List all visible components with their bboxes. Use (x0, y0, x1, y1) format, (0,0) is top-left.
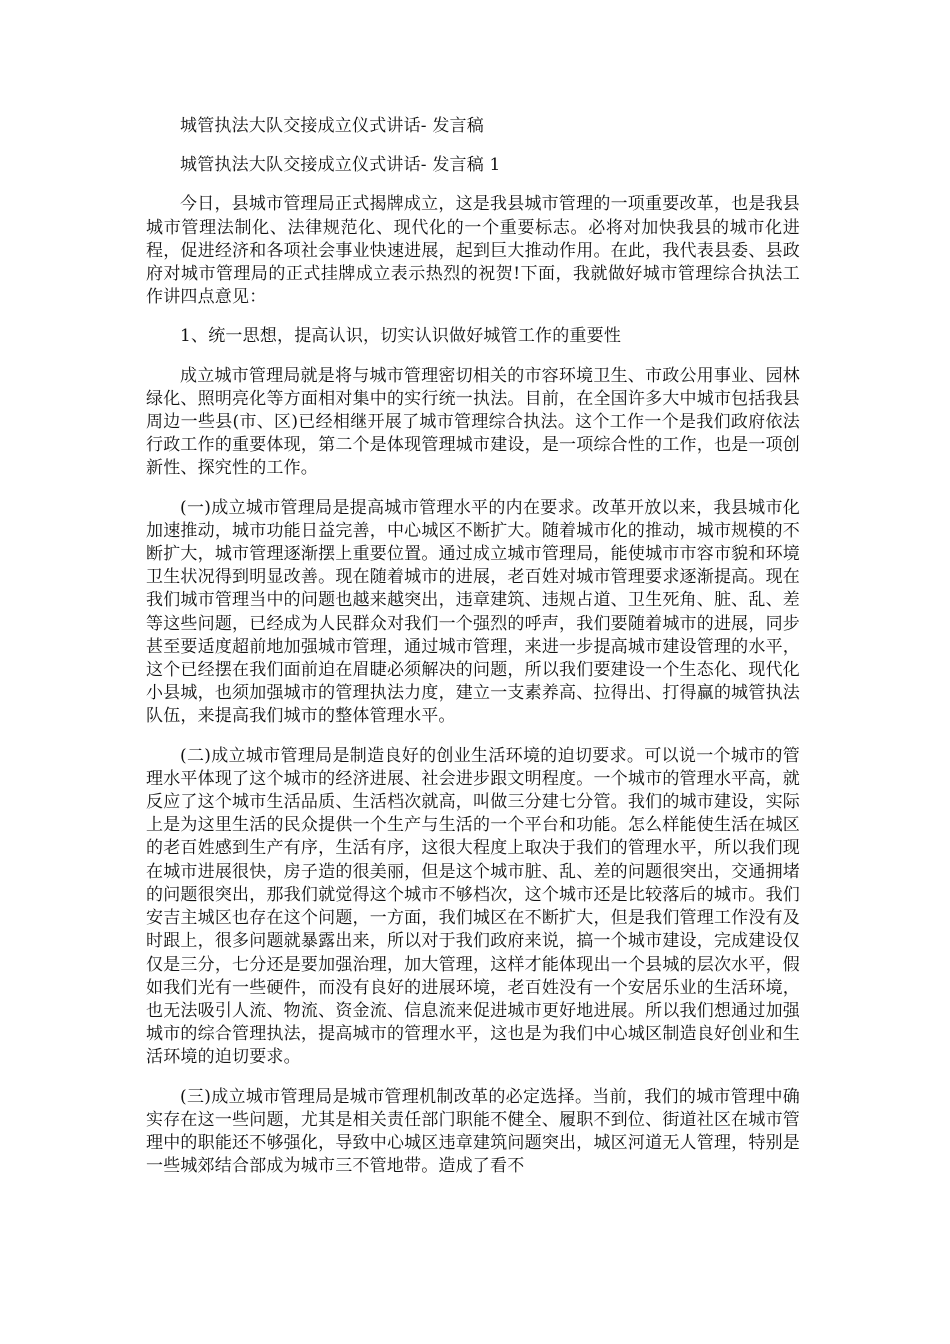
point-1-paragraph: (一)成立城市管理局是提高城市管理水平的内在要求。改革开放以来，我县城市化加速推动，城市功能日益完善，中心城区不断扩大。随着城市化的推动，城市规模的不断扩大，城市管理逐渐摆上重要位置。通过成立城市管理局，能使城市市容市貌和环境卫生状况得到明显改善。现在随着城市的进展，老百姓对城市管理要求逐渐提高。现在我们城市管理当中的问题也越来越突出，违章建筑、违规占道、卫生死角、脏、乱、差等这些问题，已经成为人民群众对我们一个强烈的呼声，我们要随着城市的进展，同步甚至要适度超前地加强城市管理，通过城市管理，来进一步提高城市建设管理的水平，这个已经摆在我们面前迫在眉睫必须解决的问题，所以我们要建设一个生态化、现代化小县城，也须加强城市的管理执法力度，建立一支素养高、拉得出、打得赢的城管执法队伍，来提高我们城市的整体管理水平。 (146, 497, 800, 727)
document-title: 城管执法大队交接成立仪式讲话- 发言稿 (180, 116, 484, 136)
document-body (146, 115, 800, 1194)
point-2-paragraph: (二)成立城市管理局是制造良好的创业生活环境的迫切要求。可以说一个城市的管理水平体现了这个城市的经济进展、社会进步跟文明程度。一个城市的管理水平高，就反应了这个城市生活品质、生活档次就高，叫做三分建七分管。我们的城市建设，实际上是为这里生活的民众提供一个生产与生活的一个平台和功能。怎么样能使生活在城区的老百姓感到生产有序，生活有序，这很大程度上取决于我们的管理水平，所以我们现在城市进展很快，房子造的很美丽，但是这个城市脏、乱、差的问题很突出，交通拥堵的问题很突出，那我们就觉得这个城市不够档次，这个城市还是比较落后的城市。我们安吉主城区也存在这个问题，一方面，我们城区在不断扩大，但是我们管理工作没有及时跟上，很多问题就暴露出来，所以对于我们政府来说，搞一个城市建设，完成建设仅仅是三分，七分还是要加强治理，加大管理，这样才能体现出一个县城的层次水平，假如我们光有一些硬件，而没有良好的进展环境，老百姓没有一个安居乐业的生活环境，也无法吸引人流、物流、资金流、信息流来促进城市更好地进展。所以我们想通过加强城市的综合管理执法，提高城市的管理水平，这也是为我们中心城区制造良好创业和生活环境的迫切要求。 (146, 745, 800, 1068)
intro-paragraph: 今日，县城市管理局正式揭牌成立，这是我县城市管理的一项重要改革，也是我县城市管理法制化、法律规范化、现代化的一个重要标志。必将对加快我县的城市化进程，促进经济和各项社会事业快速进展，起到巨大推动作用。在此，我代表县委、县政府对城市管理局的正式挂牌成立表示热烈的祝贺!下面，我就做好城市管理综合执法工作讲四点意见： (146, 194, 800, 308)
document-subtitle: 城管执法大队交接成立仪式讲话- 发言稿 1 (180, 155, 501, 176)
point-3-paragraph: (三)成立城市管理局是城市管理机制改革的必定选择。当前，我们的城市管理中确实存在这一些问题，尤其是相关责任部门职能不健全、履职不到位、街道社区在城市管理中的职能还不够强化，导致中心城区违章建筑问题突出，城区河道无人管理，特别是一些城郊结合部成为城市三不管地带。造成了看不 (146, 1086, 800, 1177)
section-1-paragraph: 成立城市管理局就是将与城市管理密切相关的市容环境卫生、市政公用事业、园林绿化、照明亮化等方面相对集中的实行统一执法。目前，在全国许多大中城市包括我县周边一些县(市、区)已经相继开展了城市管理综合执法。这个工作一个是我们政府依法行政工作的重要体现，第二个是体现管理城市建设，是一项综合性的工作，也是一项创新性、探究性的工作。 (146, 365, 800, 479)
section-heading-1: 1、统一思想，提高认识，切实认识做好城管工作的重要性 (180, 326, 622, 347)
